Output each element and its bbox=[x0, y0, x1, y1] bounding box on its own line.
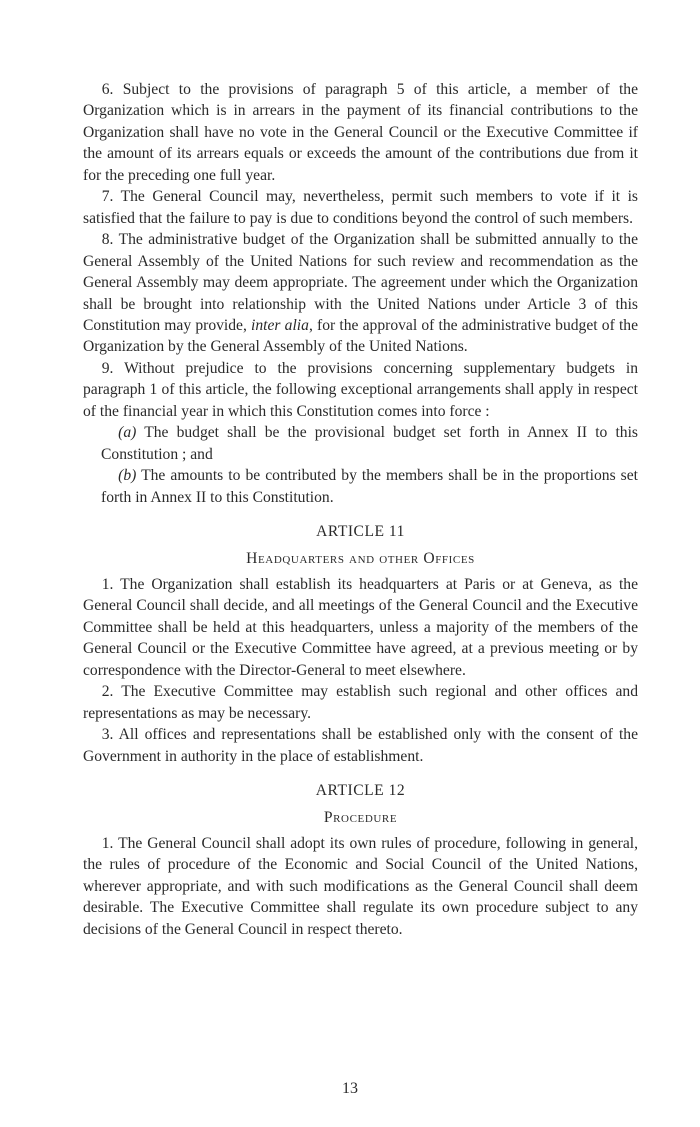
article-12-title: Procedure bbox=[323, 808, 398, 826]
paragraph-9b-marker: (b) bbox=[118, 467, 137, 485]
article-11-paragraph-2: 2. The Executive Committee may establish such regional and other offices and representations as may be necessary. bbox=[83, 683, 638, 722]
paragraph-9b-text: The amounts to be contributed by the members shall be in the proportions set forth in Annex II to this Constitution. bbox=[101, 467, 638, 506]
document-page bbox=[83, 79, 638, 940]
article-11-paragraph-3: 3. All offices and representations shall be established only with the consent of the Government in authority in the place of establishment. bbox=[83, 726, 638, 765]
article-11-paragraph-1: 1. The Organization shall establish its headquarters at Paris or at Geneva, as the General Council shall decide, and all meetings of the General Council and the Executive Committee shall be held at this headquarters, unless a majority of the members of the General Council or the Executive Committee have agreed, at a previous meeting or by correspondence with the Director-General to meet elsewhere. bbox=[83, 575, 638, 679]
paragraph-9a-marker: (a) bbox=[118, 424, 137, 442]
paragraph-9a-text: The budget shall be the provisional budget set forth in Annex II to this Constitution ; and bbox=[101, 424, 638, 463]
article-12-paragraph-1: 1. The General Council shall adopt its own rules of procedure, following in general, the rules of procedure of the Economic and Social Council of the United Nations, wherever appropriate, and with such modifications as the General Council shall deem desirable. The Executive Committee shall regulate its own procedure subject to any decisions of the General Council in respect thereto. bbox=[83, 834, 638, 938]
article-11-title: Headquarters and other Offices bbox=[246, 549, 475, 567]
paragraph-8-italic: inter alia bbox=[251, 316, 309, 334]
paragraph-7: 7. The General Council may, nevertheless, permit such members to vote if it is satisfied that the failure to pay is due to conditions beyond the control of such members. bbox=[83, 188, 638, 227]
paragraph-8 bbox=[83, 229, 638, 358]
paragraph-9a bbox=[101, 422, 638, 465]
article-11-heading: ARTICLE 11 bbox=[316, 523, 405, 541]
page-number: 13 bbox=[342, 1080, 358, 1097]
paragraph-9: 9. Without prejudice to the provisions concerning supplementary budgets in paragraph 1 of this article, the following exceptional arrangements shall apply in respect of the financial year in which this Constitution comes into force : bbox=[83, 359, 638, 420]
paragraph-9b bbox=[101, 465, 638, 508]
paragraph-8-text-start: 8. The administrative budget of the Organization shall be submitted annually to the General Assembly of the United Nations for such review and recommendation as the General Assembly may deem appropriate. The agreement under which the Organization shall be brought into relationship with the United Nations under Article 3 of this Constitution may provide, bbox=[83, 231, 638, 334]
paragraph-8-text-end: , for the approval of the administrative budget of the Organization by the General Assembly of the United Nations. bbox=[83, 316, 638, 356]
paragraph-6: 6. Subject to the provisions of paragraph 5 of this article, a member of the Organization which is in arrears in the payment of its financial contributions to the Organization shall have no vote in the General Council or the Executive Committee if the amount of its arrears equals or exceeds the amount of the contributions due from it for the preceding one full year. bbox=[83, 81, 638, 184]
article-12-heading: ARTICLE 12 bbox=[315, 782, 406, 800]
